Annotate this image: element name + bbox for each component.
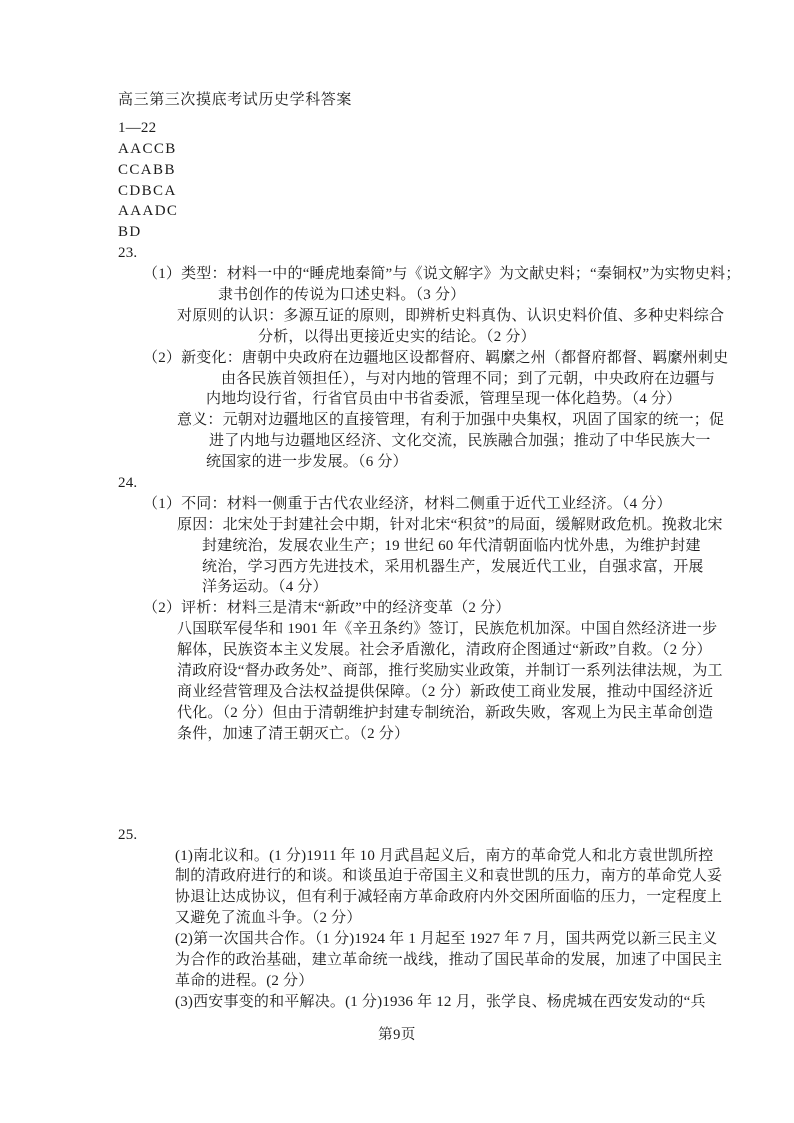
answer-text-line: （1）不同：材料一侧重于古代农业经济，材料二侧重于近代工业经济。（4 分）: [143, 495, 672, 512]
answer-text-line: 八国联军侵华和 1901 年《辛丑条约》签订，民族危机加深。中国自然经济进一步: [177, 621, 718, 638]
answer-text-line: 分析，以得出更接近史实的结论。（2 分）: [258, 328, 536, 345]
section-number: 24.: [118, 475, 138, 492]
answer-text-line: 协退让达成协议，但有利于减轻南方革命政府内外交困所面临的压力，一定程度上: [175, 889, 723, 906]
answer-section: [118, 243, 741, 473]
answer-section: [118, 825, 723, 1013]
answer-text-line: 商业经营管理及合法权益提供保障。（2 分）新政使工商业发展，推动中国经济近: [177, 683, 714, 700]
section-number: 23.: [118, 245, 138, 262]
answer-text-line: 对原则的认识：多源互证的原则，即辨析史料真伪、认识史料价值、多种史料综合: [177, 307, 725, 324]
answer-row: CCABB: [118, 161, 176, 178]
answer-section: [118, 473, 723, 745]
answer-row: AAADC: [118, 203, 179, 220]
answer-text-line: 为合作的政治基础，建立革命统一战线，推动了国民革命的发展，加速了中国民主: [175, 951, 723, 968]
answer-text-line: 解体，民族资本主义发展。社会矛盾激化，清政府企图通过“新政”自救。（2 分）: [177, 642, 712, 659]
answer-row: CDBCA: [118, 182, 177, 199]
answer-text-line: （1）类型：材料一中的“睡虎地秦简”与《说文解字》为文献史料；“秦铜权”为实物史料；: [143, 266, 741, 283]
answer-text-line: 封建统治，发展农业生产；19 世纪 60 年代清朝面临内忧外患，为维护封建: [202, 537, 701, 554]
answer-text-line: 又避免了流血斗争。（2 分）: [175, 910, 362, 927]
answer-text-line: (3)西安事变的和平解决。(1 分)1936 年 12 月，张学良、杨虎城在西安发动的“兵: [175, 993, 706, 1010]
answer-text-line: 代化。（2 分）但由于清朝维护封建专制统治，新政失败，客观上为民主革命创造: [177, 704, 714, 721]
section-number: 25.: [118, 826, 138, 843]
answer-text-line: (1)南北议和。(1 分)1911 年 10 月武昌起义后，南方的革命党人和北方袁世凯所控: [175, 847, 714, 864]
answer-text-line: 条件，加速了清王朝灭亡。（2 分）: [177, 725, 410, 742]
answer-sections: [118, 243, 741, 1012]
answer-text-line: 原因：北宋处于封建社会中期，针对北宋“积贫”的局面，缓解财政危机。挽救北宋: [177, 516, 723, 533]
answer-range-label: 1—22: [118, 119, 157, 136]
document-content: [118, 90, 741, 1013]
answer-text-line: 革命的进程。(2 分）: [175, 972, 314, 989]
answer-text-line: 内地均设行省，行省官员由中书省委派，管理呈现一体化趋势。（4 分）: [206, 391, 682, 408]
answer-text-line: 进了内地与边疆地区经济、文化交流，民族融合加强；推动了中华民族大一: [209, 433, 711, 450]
page-title: 高三第三次摸底考试历史学科答案: [118, 92, 353, 108]
answer-text-line: 统治，学习西方先进技术，采用机器生产，发展近代工业，自强求富，开展: [202, 558, 704, 575]
answer-text-line: 隶书创作的传说为口述史料。（3 分）: [218, 287, 466, 304]
answer-text-line: 制的清政府进行的和谈。和谈虽迫于帝国主义和袁世凯的压力，南方的革命党人妥: [175, 868, 723, 885]
answer-text-line: (2)第一次国共合作。（1 分)1924 年 1 月起至 1927 年 7 月，国共两党以新三民主义: [175, 931, 718, 948]
answer-row: BD: [118, 224, 142, 241]
answer-row: AACCB: [118, 140, 177, 157]
multiple-choice-answers: [118, 139, 680, 243]
answer-text-line: （2）新变化：唐朝中央政府在边疆地区设都督府、羁縻之州（都督府都督、羁縻州刺史: [143, 349, 729, 366]
answer-text-line: 洋务运动。（4 分）: [202, 579, 328, 596]
answer-text-line: 意义：元朝对边疆地区的直接管理，有利于加强中央集权，巩固了国家的统一；促: [177, 412, 725, 429]
answer-text-line: 由各民族首领担任），与对内地的管理不同；到了元朝，中央政府在边疆与: [221, 370, 716, 387]
answer-text-line: （2）评析：材料三是清末“新政”中的经济变革（2 分）: [143, 600, 511, 617]
page-number: 第9页: [378, 1027, 416, 1043]
answer-text-line: 统国家的进一步发展。（6 分）: [206, 454, 408, 471]
answer-text-line: 清政府设“督办政务处”、商部，推行奖励实业政策，并制订一系列法律法规，为工: [177, 663, 723, 680]
